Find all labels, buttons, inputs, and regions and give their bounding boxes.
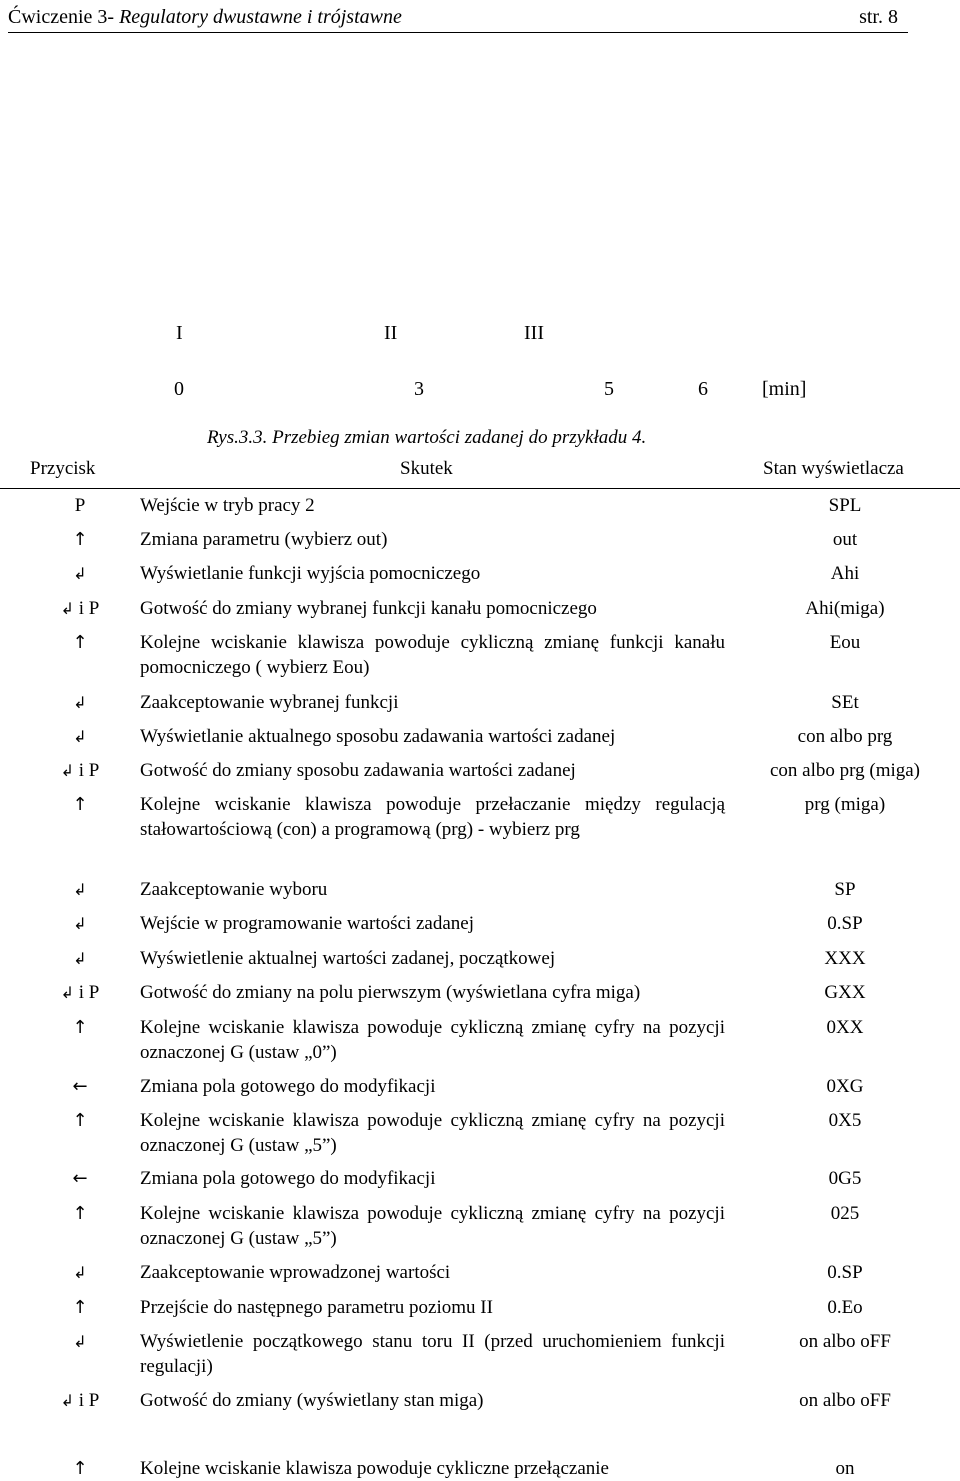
enter-icon: ↲ <box>73 914 87 933</box>
effect-cell: Zmiana parametru (wybierz out) <box>140 529 388 550</box>
column-header: Stan wyświetlacza <box>763 458 904 479</box>
key-cell <box>30 1015 130 1040</box>
key-cell <box>30 1108 130 1133</box>
display-cell: 0.SP <box>827 1262 863 1283</box>
display-cell: GXX <box>824 982 866 1003</box>
display-cell: prg (miga) <box>804 794 886 815</box>
enter-icon: ↲ <box>73 880 87 899</box>
header-title <box>8 4 402 30</box>
display-cell: SP <box>834 879 856 900</box>
key-cell <box>30 758 130 783</box>
figure-caption: Rys.3.3. Przebieg zmian wartości zadanej do przykładu 4. <box>207 427 647 448</box>
key-cell <box>30 877 130 902</box>
key-cell <box>30 911 130 936</box>
effect-cell: Zmiana pola gotowego do modyfikacji <box>140 1076 436 1097</box>
effect-cell: Gotwość do zmiany sposobu zadawania wartości zadanej <box>140 760 576 781</box>
key-label: i P <box>74 982 100 1003</box>
effect-cell: Zaakceptowanie wprowadzonej wartości <box>140 1262 451 1283</box>
header-title-italic: Regulatory dwustawne i trójstawne <box>119 6 402 28</box>
effect-cell: Wyświetlanie funkcji wyjścia pomocniczego <box>140 563 481 584</box>
enter-icon: ↲ <box>60 983 75 1002</box>
enter-icon: ↲ <box>73 564 87 583</box>
key-label: i P <box>74 598 100 619</box>
key-cell <box>30 596 130 621</box>
display-cell: 0.Eo <box>827 1297 863 1318</box>
enter-icon: ↲ <box>73 949 87 968</box>
effect-cell: Zaakceptowanie wybranej funkcji <box>140 692 399 713</box>
effect-cell: Kolejne wciskanie klawisza powoduje cykliczną zmianę cyfry na pozycji oznaczonej G (ustaw „5”) <box>140 1203 725 1249</box>
key-label: i P <box>74 760 100 781</box>
key-cell <box>30 724 130 749</box>
effect-cell: Gotwość do zmiany na polu pierwszym (wyświetlana cyfra miga) <box>140 982 641 1003</box>
up-arrow-icon: ↑ <box>72 1110 88 1131</box>
effect-cell: Gotwość do zmiany (wyświetlany stan miga) <box>140 1390 484 1411</box>
display-cell: Eou <box>829 632 861 653</box>
tick-label: 3 <box>414 378 424 400</box>
effect-cell: Kolejne wciskanie klawisza powoduje cykliczną zmianę funkcji kanału pomocniczego ( wybierz Eou) <box>140 632 725 678</box>
display-cell: 0XX <box>826 1017 864 1038</box>
display-cell: on albo oFF <box>799 1331 891 1352</box>
display-cell: con albo prg <box>797 726 893 747</box>
key-cell <box>30 1295 130 1320</box>
up-arrow-icon: ↑ <box>72 1017 88 1038</box>
display-cell: on albo oFF <box>799 1390 891 1411</box>
key-cell <box>30 946 130 971</box>
display-cell: SEt <box>831 692 859 713</box>
key-cell <box>30 792 130 817</box>
key-label: i P <box>74 1390 100 1411</box>
key-cell <box>30 1456 130 1481</box>
enter-icon: ↲ <box>73 1263 87 1282</box>
display-cell: 0X5 <box>828 1110 862 1131</box>
display-cell: 0.SP <box>827 913 863 934</box>
table-header <box>0 448 960 489</box>
display-cell: 025 <box>830 1203 860 1224</box>
key-cell <box>30 1201 130 1226</box>
display-cell: con albo prg (miga) <box>769 760 921 781</box>
display-cell: 0G5 <box>828 1168 862 1189</box>
up-arrow-icon: ↑ <box>72 794 88 815</box>
left-arrow-icon: ← <box>72 1168 88 1189</box>
key-cell <box>30 1329 130 1354</box>
tick-label: [min] <box>762 378 807 400</box>
display-cell: 0XG <box>826 1076 864 1097</box>
key-cell <box>30 561 130 586</box>
enter-icon: ↲ <box>60 1391 75 1410</box>
key-cell <box>30 493 130 518</box>
enter-icon: ↲ <box>73 1332 87 1351</box>
enter-icon: ↲ <box>73 727 87 746</box>
enter-icon: ↲ <box>60 761 75 780</box>
enter-icon: ↲ <box>60 599 75 618</box>
key-cell <box>30 1260 130 1285</box>
key-cell <box>30 1388 130 1413</box>
zone-label: II <box>384 322 398 344</box>
page-header <box>8 4 908 33</box>
up-arrow-icon: ↑ <box>72 1458 88 1479</box>
tick-label: 0 <box>174 378 184 400</box>
column-header: Skutek <box>400 458 453 479</box>
tick-label: 6 <box>698 378 708 400</box>
effect-cell: Wejście w programowanie wartości zadanej <box>140 913 474 934</box>
up-arrow-icon: ↑ <box>72 1297 88 1318</box>
effect-cell: Wyświetlenie aktualnej wartości zadanej, początkowej <box>140 948 556 969</box>
effect-cell: Przejście do następnego parametru poziomu II <box>140 1297 493 1318</box>
effect-cell: Kolejne wciskanie klawisza powoduje cykliczną zmianę cyfry na pozycji oznaczonej G (ustaw „5”) <box>140 1110 725 1156</box>
effect-cell: Zmiana pola gotowego do modyfikacji <box>140 1168 436 1189</box>
left-arrow-icon: ← <box>72 1076 88 1097</box>
key-cell <box>30 527 130 552</box>
key-cell <box>30 1166 130 1191</box>
effect-cell: Wejście w tryb pracy 2 <box>140 495 315 516</box>
page-number: str. 8 <box>859 6 898 28</box>
key-cell <box>30 1074 130 1099</box>
up-arrow-icon: ↑ <box>72 632 88 653</box>
column-header: Przycisk <box>30 458 96 479</box>
effect-cell: Wyświetlanie aktualnego sposobu zadawania wartości zadanej <box>140 726 616 747</box>
display-cell: out <box>832 529 858 550</box>
display-cell: Ahi <box>830 563 860 584</box>
effect-cell: Kolejne wciskanie klawisza powoduje cykliczne przełączanie <box>140 1458 609 1479</box>
key-cell <box>30 980 130 1005</box>
key-label: P <box>74 495 86 516</box>
zone-label: I <box>176 322 183 344</box>
enter-icon: ↲ <box>73 693 87 712</box>
tick-label: 5 <box>604 378 614 400</box>
key-cell <box>30 690 130 715</box>
header-title-prefix: Ćwiczenie 3- <box>8 6 120 28</box>
effect-cell: Kolejne wciskanie klawisza powoduje cykliczną zmianę cyfry na pozycji oznaczonej G (ustaw „0”) <box>140 1017 725 1063</box>
effect-cell: Wyświetlenie początkowego stanu toru II (przed uruchomieniem funkcji regulacji) <box>140 1331 725 1377</box>
up-arrow-icon: ↑ <box>72 1203 88 1224</box>
effect-cell: Zaakceptowanie wyboru <box>140 879 328 900</box>
key-cell <box>30 630 130 655</box>
up-arrow-icon: ↑ <box>72 529 88 550</box>
zone-label: III <box>524 322 544 344</box>
display-cell: on <box>835 1458 855 1479</box>
effect-cell: Kolejne wciskanie klawisza powoduje przełaczanie między regulacją stałowartościową (con) a programową (prg) - wybierz prg <box>140 794 725 840</box>
display-cell: SPL <box>828 495 862 516</box>
effect-cell: Gotwość do zmiany wybranej funkcji kanału pomocniczego <box>140 598 597 619</box>
display-cell: XXX <box>824 948 866 969</box>
display-cell: Ahi(miga) <box>805 598 885 619</box>
